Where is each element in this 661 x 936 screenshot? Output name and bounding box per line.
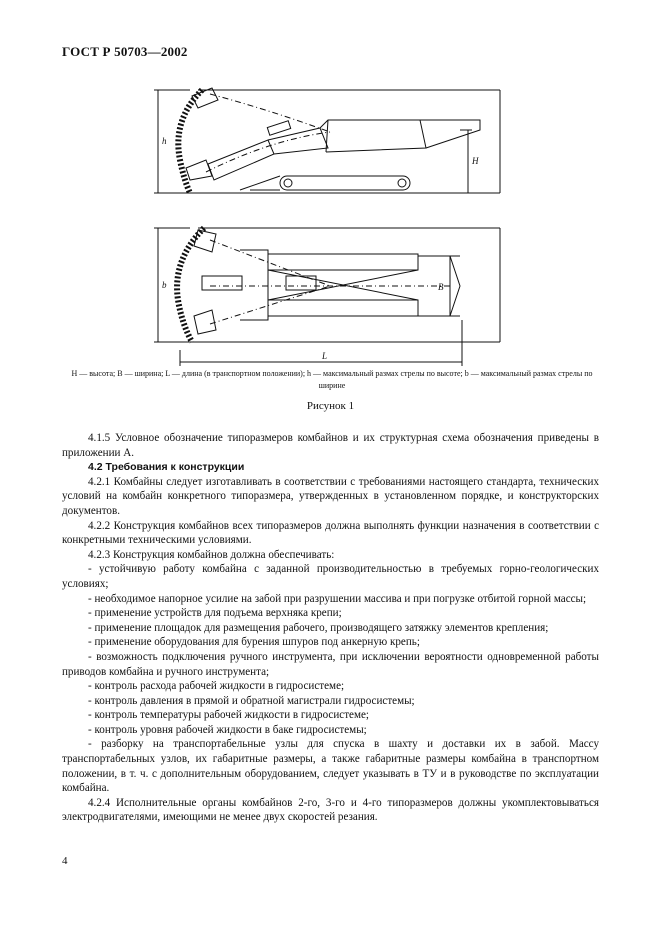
body-text	[62, 431, 599, 825]
dim-label-b: b	[162, 280, 167, 290]
paragraph-4-2-1: 4.2.1 Комбайны следует изготавливать в соответствии с требованиями настоящего стандарта, технических условий на комбайн конкретного типоразмера, утвержденных в установленном порядке, и конструкторских документов.	[62, 475, 599, 517]
list-item: - контроль давления в прямой и обратной магистрали гидросистемы;	[88, 694, 415, 707]
list-item: - контроль уровня рабочей жидкости в баке гидросистемы;	[88, 723, 367, 736]
list-item: - применение оборудования для бурения шпуров под анкерную крепь;	[88, 636, 420, 649]
list-item: - применение площадок для размещения рабочего, производящего затяжку элементов крепления;	[88, 621, 549, 634]
list-item: - применение устройств для подъема верхняка крепи;	[88, 607, 342, 620]
dim-label-L: L	[322, 351, 328, 361]
list-item: - устойчивую работу комбайна с заданной производительностью в требуемых горно-геологических условиях;	[62, 563, 599, 590]
plan-view	[154, 228, 500, 366]
figure-drawing	[150, 80, 530, 370]
figure-title: Рисунок 1	[306, 400, 355, 412]
dim-label-B: B	[438, 282, 444, 292]
page-number: 4	[62, 855, 68, 867]
paragraph-4-1-5: 4.1.5 Условное обозначение типоразмеров комбайнов и их структурная схема обозначения приведены в приложении А.	[62, 432, 599, 459]
side-view	[154, 88, 500, 193]
paragraph-4-2-2: 4.2.2 Конструкция комбайнов всех типоразмеров должна выполнять функции назначения в соответствии с конкретными техническими условиями.	[62, 519, 599, 547]
list-item: - контроль температуры рабочей жидкости в гидросистеме;	[88, 709, 369, 722]
paragraph-4-2-3: 4.2.3 Конструкция комбайнов должна обеспечивать:	[88, 548, 335, 561]
list-item: - разборку на транспортабельные узлы для спуска в шахту и доставки их в забой. Массу транспортабельных узлов, их габаритные размеры, а также габаритные размеры комбайна в транспортном положении, в т. ч. с дополнительным оборудованием, следует указывать в ТУ и в руководстве по эксплуатации комбайна.	[62, 738, 599, 795]
list-item: - возможность подключения ручного инструмента, при исключении вероятности одновременной работы приводов комбайна и ручного инструмента;	[62, 650, 599, 678]
list-item: - контроль расхода рабочей жидкости в гидросистеме;	[88, 680, 345, 693]
combine-schematic	[150, 80, 530, 370]
paragraph-4-2-4: 4.2.4 Исполнительные органы комбайнов 2-го, 3-го и 4-го типоразмеров должны укомплектовываться электродвигателями, имеющими не менее двух скоростей резания.	[62, 796, 599, 824]
figure-caption: H — высота; B — ширина; L — длина (в транспортном положении); h — максимальный размах стрелы по высоте; b — максимальный размах стрелы по ширине	[71, 369, 593, 390]
document-header: ГОСТ Р 50703—2002	[62, 44, 188, 59]
section-heading-4-2: 4.2 Требования к конструкции	[88, 461, 245, 474]
list-item: - необходимое напорное усилие на забой при разрушении массива и при погрузке отбитой горной массы;	[88, 592, 587, 605]
dim-label-H: H	[472, 156, 479, 166]
dim-label-h: h	[162, 136, 167, 146]
